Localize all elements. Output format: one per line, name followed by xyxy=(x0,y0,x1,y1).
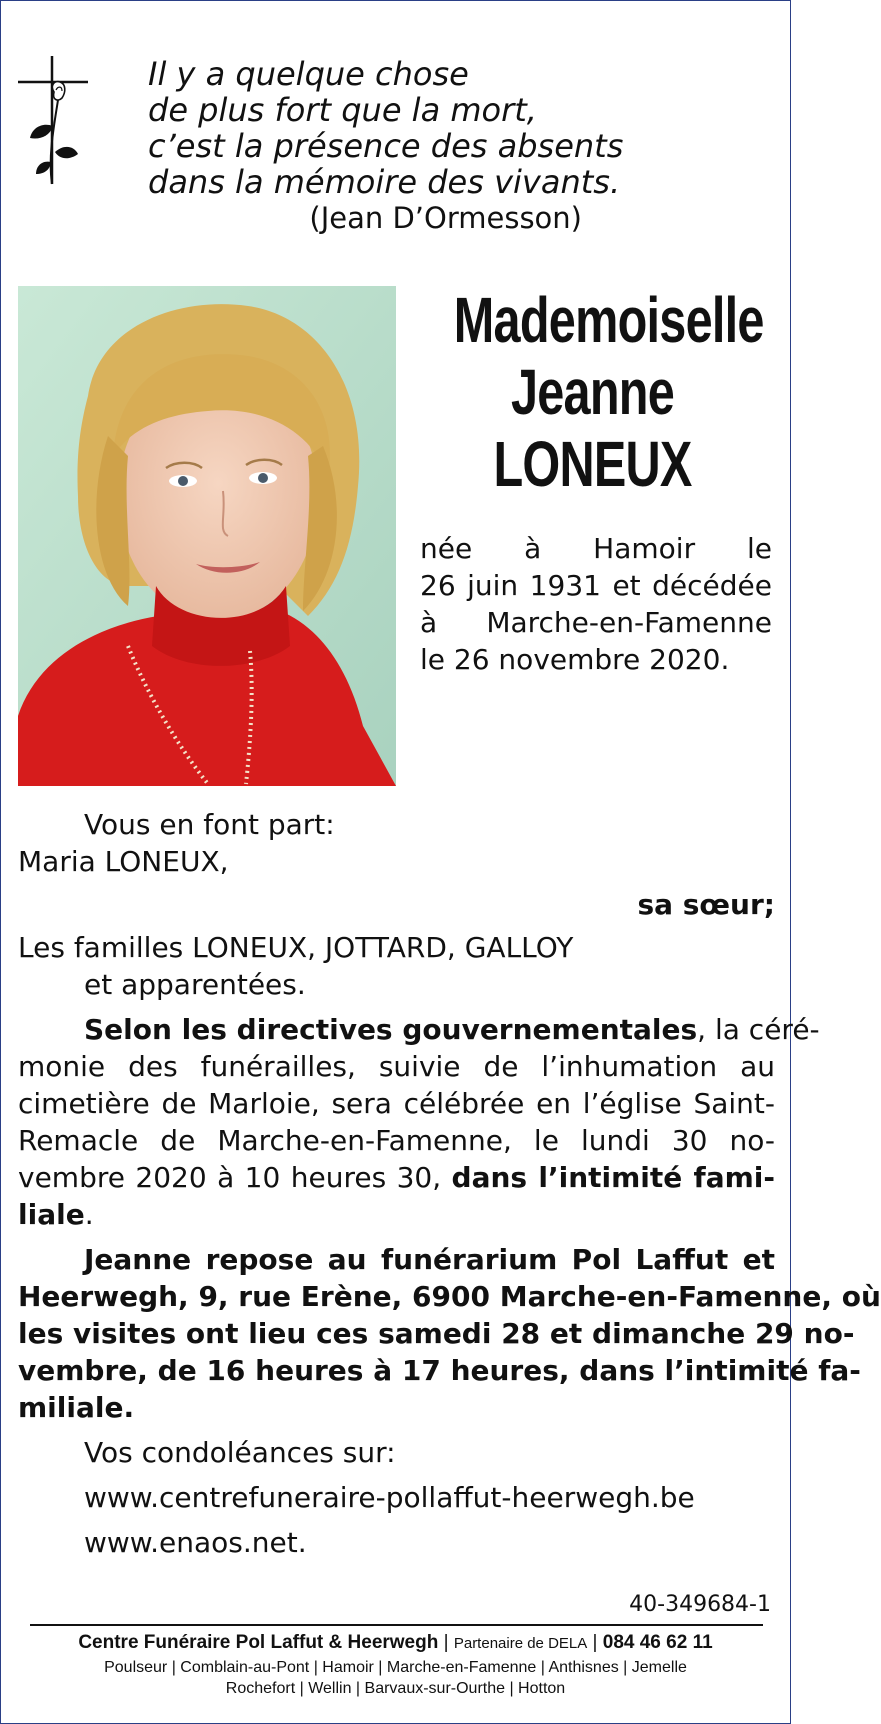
ceremony-line: Remacle de Marche-en-Famenne, le lundi 30 no- xyxy=(18,1124,775,1157)
visit-line: Jeanne repose au funérarium Pol Laffut et xyxy=(84,1243,775,1276)
ceremony-bold: liale xyxy=(18,1198,85,1231)
ceremony-paragraph xyxy=(18,1011,820,1233)
condolences-intro: Vos condoléances sur: xyxy=(84,1436,396,1469)
visit-line: les visites ont lieu ces samedi 28 et dimanche 29 no- xyxy=(18,1317,855,1350)
website-link-2[interactable]: www.enaos.net. xyxy=(84,1526,307,1559)
first-name: Jeanne xyxy=(510,356,675,428)
portrait-photo xyxy=(18,286,396,786)
ceremony-line: cimetière de Marloie, sera célébrée en l’église Saint- xyxy=(18,1087,775,1120)
quote-line: Il y a quelque chose xyxy=(148,55,469,93)
birth-line: née à Hamoir le xyxy=(420,532,772,565)
birth-line: à Marche-en-Famenne xyxy=(420,606,772,639)
website-link-1[interactable]: www.centrefuneraire-pollaffut-heerwegh.be xyxy=(84,1481,695,1514)
partner-text: Partenaire de DELA xyxy=(453,1635,588,1652)
birth-line: le 26 novembre 2020. xyxy=(420,643,730,676)
quote-block xyxy=(148,55,624,236)
announce-person: Maria LONEUX, xyxy=(18,845,229,878)
visit-paragraph xyxy=(18,1241,881,1426)
reference-number: 40-349684-1 xyxy=(629,1592,771,1617)
quote-author: (Jean D’Ormesson) xyxy=(309,201,582,235)
ceremony-bold: Selon les directives gouvernementales xyxy=(84,1013,698,1046)
announcement-body xyxy=(18,806,881,1565)
announce-relation: sa sœur; xyxy=(637,888,775,921)
footer xyxy=(10,1630,781,1699)
announce-intro: Vous en font part: xyxy=(84,808,335,841)
visit-line: miliale. xyxy=(18,1391,135,1424)
quote-line: c’est la présence des absents xyxy=(148,127,624,165)
phone-number: 084 46 62 11 xyxy=(602,1632,713,1653)
footer-line-1 xyxy=(10,1630,781,1657)
ceremony-text: . xyxy=(84,1198,94,1231)
ceremony-line xyxy=(18,1159,775,1196)
ceremony-line: monie des funérailles, suivie de l’inhumation au xyxy=(18,1050,775,1083)
deceased-name xyxy=(453,284,764,500)
ceremony-text: , la céré- xyxy=(697,1013,820,1046)
birth-line: 26 juin 1931 et décédée xyxy=(420,569,772,602)
title-honorific: Mademoiselle xyxy=(453,284,764,356)
ceremony-line xyxy=(18,1196,775,1233)
last-name: LONEUX xyxy=(493,428,692,500)
families-line: et apparentées. xyxy=(84,968,306,1001)
ceremony-text: vembre 2020 à 10 heures 30, xyxy=(18,1161,452,1194)
ceremony-bold: dans l’intimité fami- xyxy=(451,1161,776,1194)
company-name: Centre Funéraire Pol Laffut & Heerwegh xyxy=(78,1632,439,1653)
visit-line: Heerwegh, 9, rue Erène, 6900 Marche-en-Famenne, où xyxy=(18,1280,881,1313)
quote-line: de plus fort que la mort, xyxy=(148,91,537,129)
families-line: Les familles LONEUX, JOTTARD, GALLOY xyxy=(18,931,574,964)
visit-line: vembre, de 16 heures à 17 heures, dans l’intimité fa- xyxy=(18,1354,861,1387)
cross-rose-icon xyxy=(18,56,102,206)
quote-line: dans la mémoire des vivants. xyxy=(148,163,621,201)
ceremony-line xyxy=(18,1011,820,1048)
footer-divider xyxy=(30,1624,763,1626)
separator: | xyxy=(587,1632,603,1653)
footer-locations: Rochefort | Wellin | Barvaux-sur-Ourthe | Hotton xyxy=(225,1680,566,1697)
footer-locations: Poulseur | Comblain-au-Pont | Hamoir | Marche-en-Famenne | Anthisnes | Jemelle xyxy=(104,1659,687,1676)
birth-death-info xyxy=(420,530,772,678)
separator: | xyxy=(438,1632,454,1653)
